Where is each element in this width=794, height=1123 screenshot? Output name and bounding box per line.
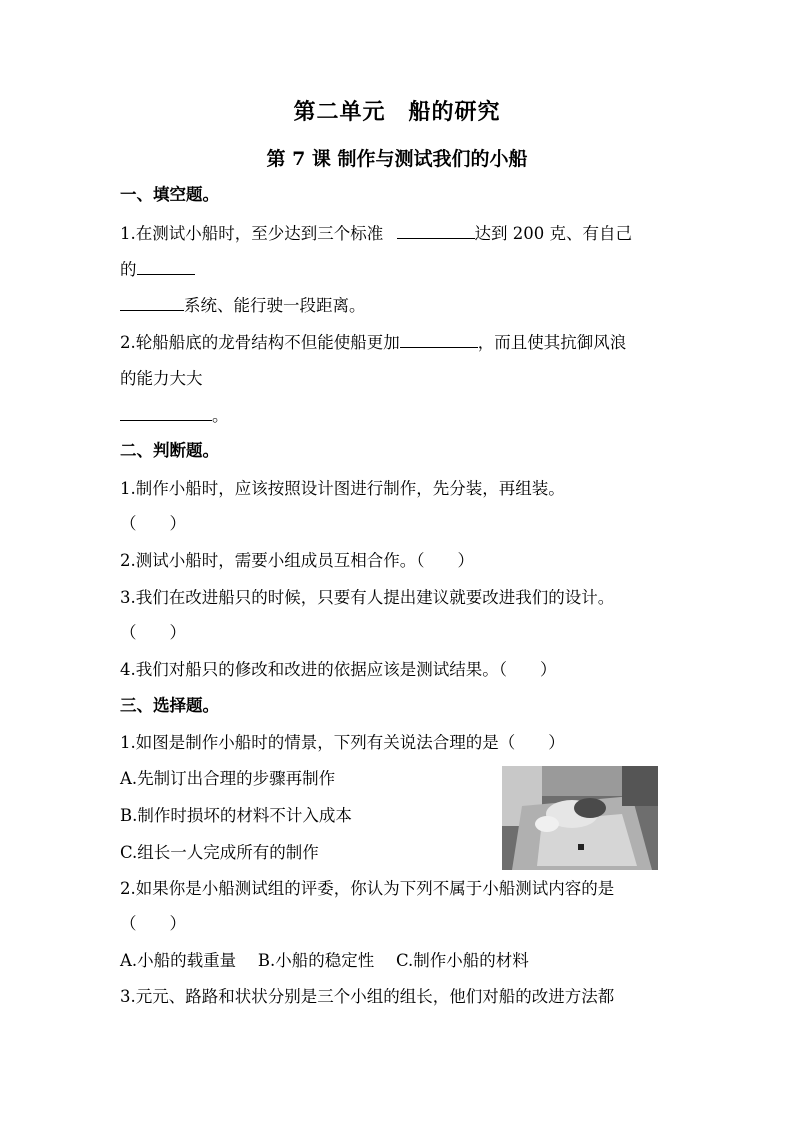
question-text: ，而且使其抗御风浪 bbox=[477, 333, 627, 352]
question-3-2: 2.如果你是小船测试组的评委，你认为下列不属于小船测试内容的是 bbox=[120, 879, 615, 898]
question-3-3: 3.元元、路路和状状分别是三个小组的组长，他们对船的改进方法都 bbox=[120, 987, 615, 1006]
question-text: 。 bbox=[212, 406, 229, 425]
answer-paren-2-3[interactable]: （ ） bbox=[120, 623, 186, 642]
question-1-2-line-2 bbox=[120, 368, 203, 390]
question-text: 达到 200 克、有自己 bbox=[474, 224, 632, 243]
answer-paren-2-1[interactable]: （ ） bbox=[120, 514, 186, 533]
option-3-1-b[interactable]: B.制作时损坏的材料不计入成本 bbox=[120, 806, 352, 825]
answer-blank[interactable] bbox=[397, 222, 475, 239]
boat-making-photo bbox=[502, 766, 658, 870]
answer-blank[interactable] bbox=[400, 331, 478, 348]
question-2-3: 3.我们在改进船只的时候，只要有人提出建议就要改进我们的设计。 bbox=[120, 588, 615, 607]
option-3-1-c[interactable]: C.组长一人完成所有的制作 bbox=[120, 843, 319, 862]
question-1-1-line-2 bbox=[120, 258, 195, 281]
question-1-1-line-1 bbox=[120, 222, 632, 245]
answer-blank[interactable] bbox=[137, 258, 195, 275]
question-2-2: 2.测试小船时，需要小组成员互相合作。（ ） bbox=[120, 551, 474, 570]
question-text: 1.在测试小船时，至少达到三个标准 bbox=[120, 224, 389, 243]
question-1-2-line-3 bbox=[120, 404, 229, 427]
answer-paren-3-2[interactable]: （ ） bbox=[120, 914, 186, 933]
question-2-4: 4.我们对船只的修改和改进的依据应该是测试结果。（ ） bbox=[120, 660, 557, 679]
question-text: 2.轮船船底的龙骨结构不但能使船更加 bbox=[120, 333, 400, 352]
question-2-1: 1.制作小船时，应该按照设计图进行制作，先分装，再组装。 bbox=[120, 479, 565, 498]
question-1-2-line-1 bbox=[120, 331, 626, 354]
unit-title: 第二单元 船的研究 bbox=[293, 99, 501, 125]
question-1-1-line-3 bbox=[120, 294, 366, 317]
question-text: 系统、能行驶一段距离。 bbox=[184, 296, 366, 315]
question-text: 的能力大大 bbox=[120, 369, 203, 388]
answer-blank[interactable] bbox=[120, 294, 184, 311]
section-fill-blank-heading: 一、填空题。 bbox=[120, 185, 219, 204]
section-multiple-choice-heading: 三、选择题。 bbox=[120, 696, 219, 715]
question-text: 的 bbox=[120, 260, 137, 279]
options-3-2[interactable]: A.小船的载重量 B.小船的稳定性 C.制作小船的材料 bbox=[120, 951, 529, 970]
lesson-title: 第 7 课 制作与测试我们的小船 bbox=[266, 148, 528, 170]
answer-blank[interactable] bbox=[120, 404, 212, 421]
question-3-1: 1.如图是制作小船时的情景，下列有关说法合理的是（ ） bbox=[120, 733, 565, 752]
section-true-false-heading: 二、判断题。 bbox=[120, 441, 219, 460]
option-3-1-a[interactable]: A.先制订出合理的步骤再制作 bbox=[120, 769, 336, 788]
